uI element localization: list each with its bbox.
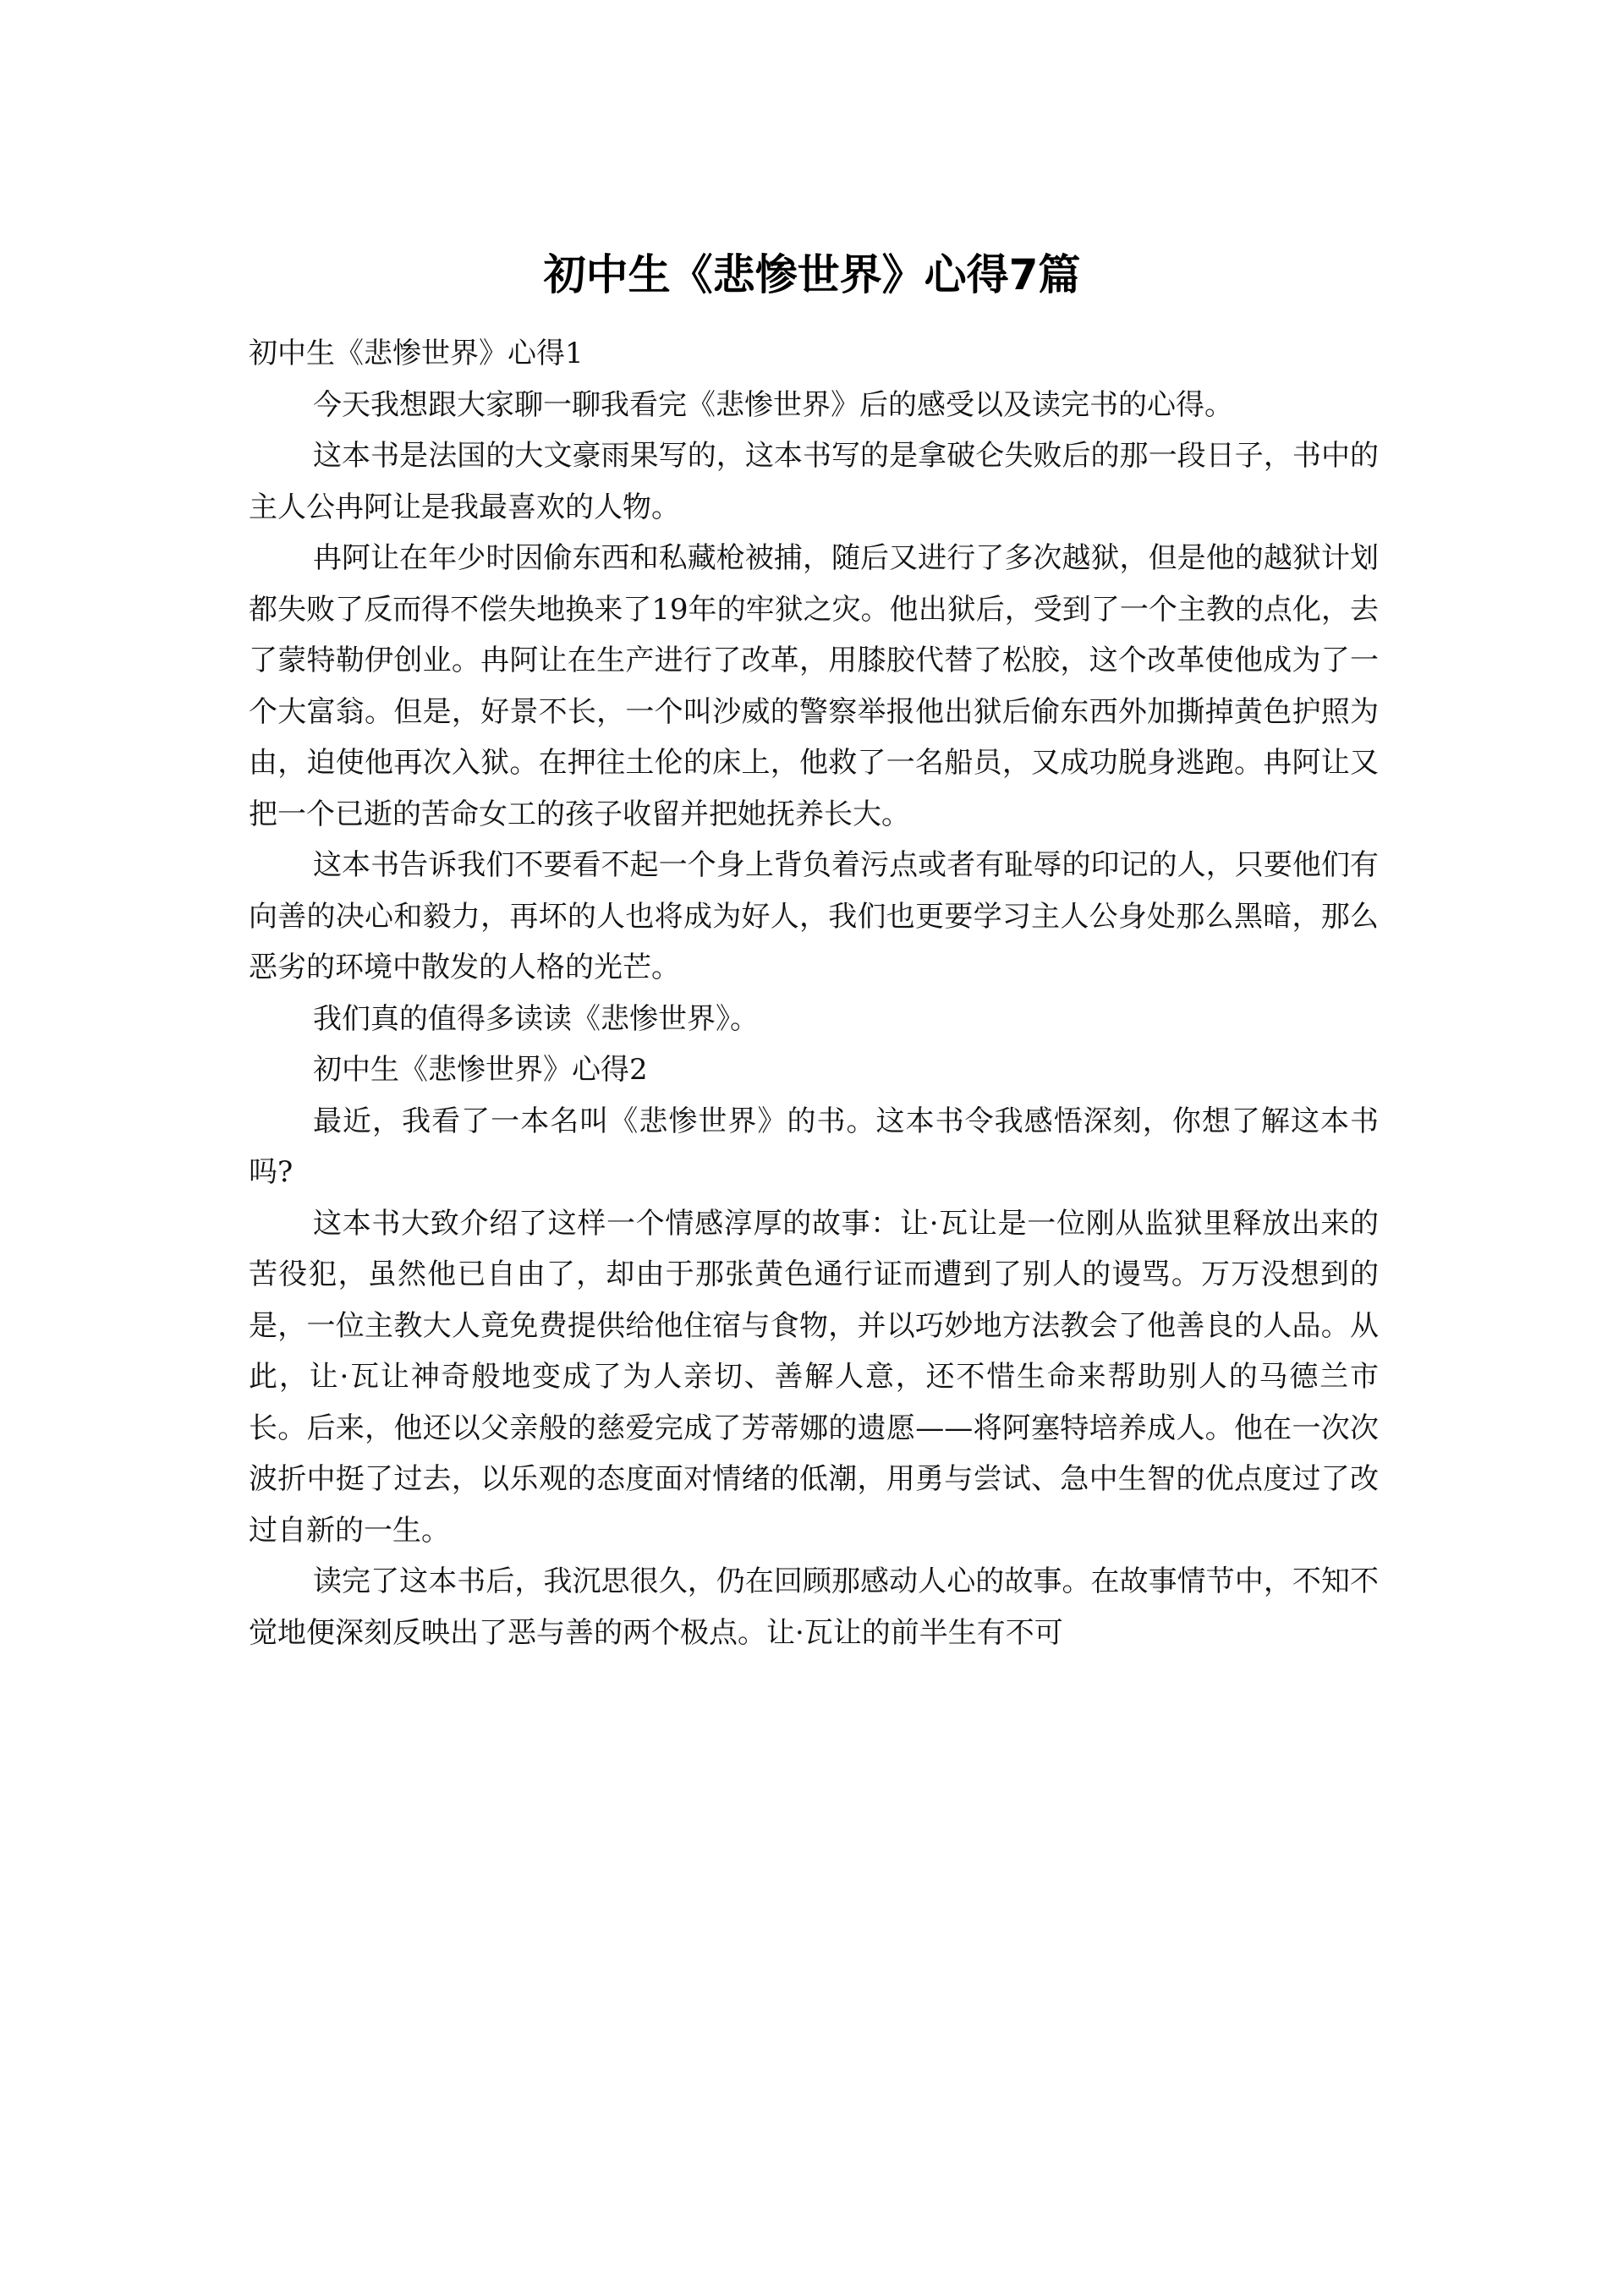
paragraph: 今天我想跟大家聊一聊我看完《悲惨世界》后的感受以及读完书的心得。 [313,387,1233,422]
document-title: 初中生《悲惨世界》心得7篇 [543,250,1081,299]
paragraph: 读完了这本书后，我沉思很久，仍在回顾那感动人心的故事。在故事情节中，不知不觉地便深刻反映出了恶与善的两个极点。让·瓦让的前半生有不可 [249,1564,1379,1650]
paragraph: 这本书是法国的大文豪雨果写的，这本书写的是拿破仑失败后的那一段日子，书中的主人公冉阿让是我最喜欢的人物。 [249,439,1379,524]
paragraph: 这本书大致介绍了这样一个情感淳厚的故事：让·瓦让是一位刚从监狱里释放出来的苦役犯，虽然他已自由了，却由于那张黄色通行证而遭到了别人的谩骂。万万没想到的是，一位主教大人竟免费提供给他住宿与食物，并以巧妙地方法教会了他善良的人品。从此，让·瓦让神奇般地变成了为人亲切、善解人意，还不惜生命来帮助别人的马德兰市长。后来，他还以父亲般的慈爱完成了芳蒂娜的遗愿——将阿塞特培养成人。他在一次次波折中挺了过去，以乐观的态度面对情绪的低潮，用勇与尝试、急中生智的优点度过了改过自新的一生。 [249,1206,1379,1548]
document-body [249,328,1379,1658]
paragraph: 最近，我看了一本名叫《悲惨世界》的书。这本书令我感悟深刻，你想了解这本书吗? [249,1104,1379,1189]
paragraph: 冉阿让在年少时因偷东西和私藏枪被捕，随后又进行了多次越狱，但是他的越狱计划都失败了反而得不偿失地换来了19年的牢狱之灾。他出狱后，受到了一个主教的点化，去了蒙特勒伊创业。冉阿让在生产进行了改革，用膝胶代替了松胶，这个改革使他成为了一个大富翁。但是，好景不长，一个叫沙威的警察举报他出狱后偷东西外加撕掉黄色护照为由，迫使他再次入狱。在押往土伦的床上，他救了一名船员，又成功脱身逃跑。冉阿让又把一个已逝的苦命女工的孩子收留并把她抚养长大。 [249,541,1379,831]
section-heading-2: 初中生《悲惨世界》心得2 [313,1053,648,1087]
paragraph: 我们真的值得多读读《悲惨世界》。 [313,1001,759,1036]
section-heading-1: 初中生《悲惨世界》心得1 [249,337,584,370]
paragraph: 这本书告诉我们不要看不起一个身上背负着污点或者有耻辱的印记的人，只要他们有向善的决心和毅力，再坏的人也将成为好人，我们也更要学习主人公身处那么黑暗，那么恶劣的环境中散发的人格的光芒。 [249,848,1379,984]
